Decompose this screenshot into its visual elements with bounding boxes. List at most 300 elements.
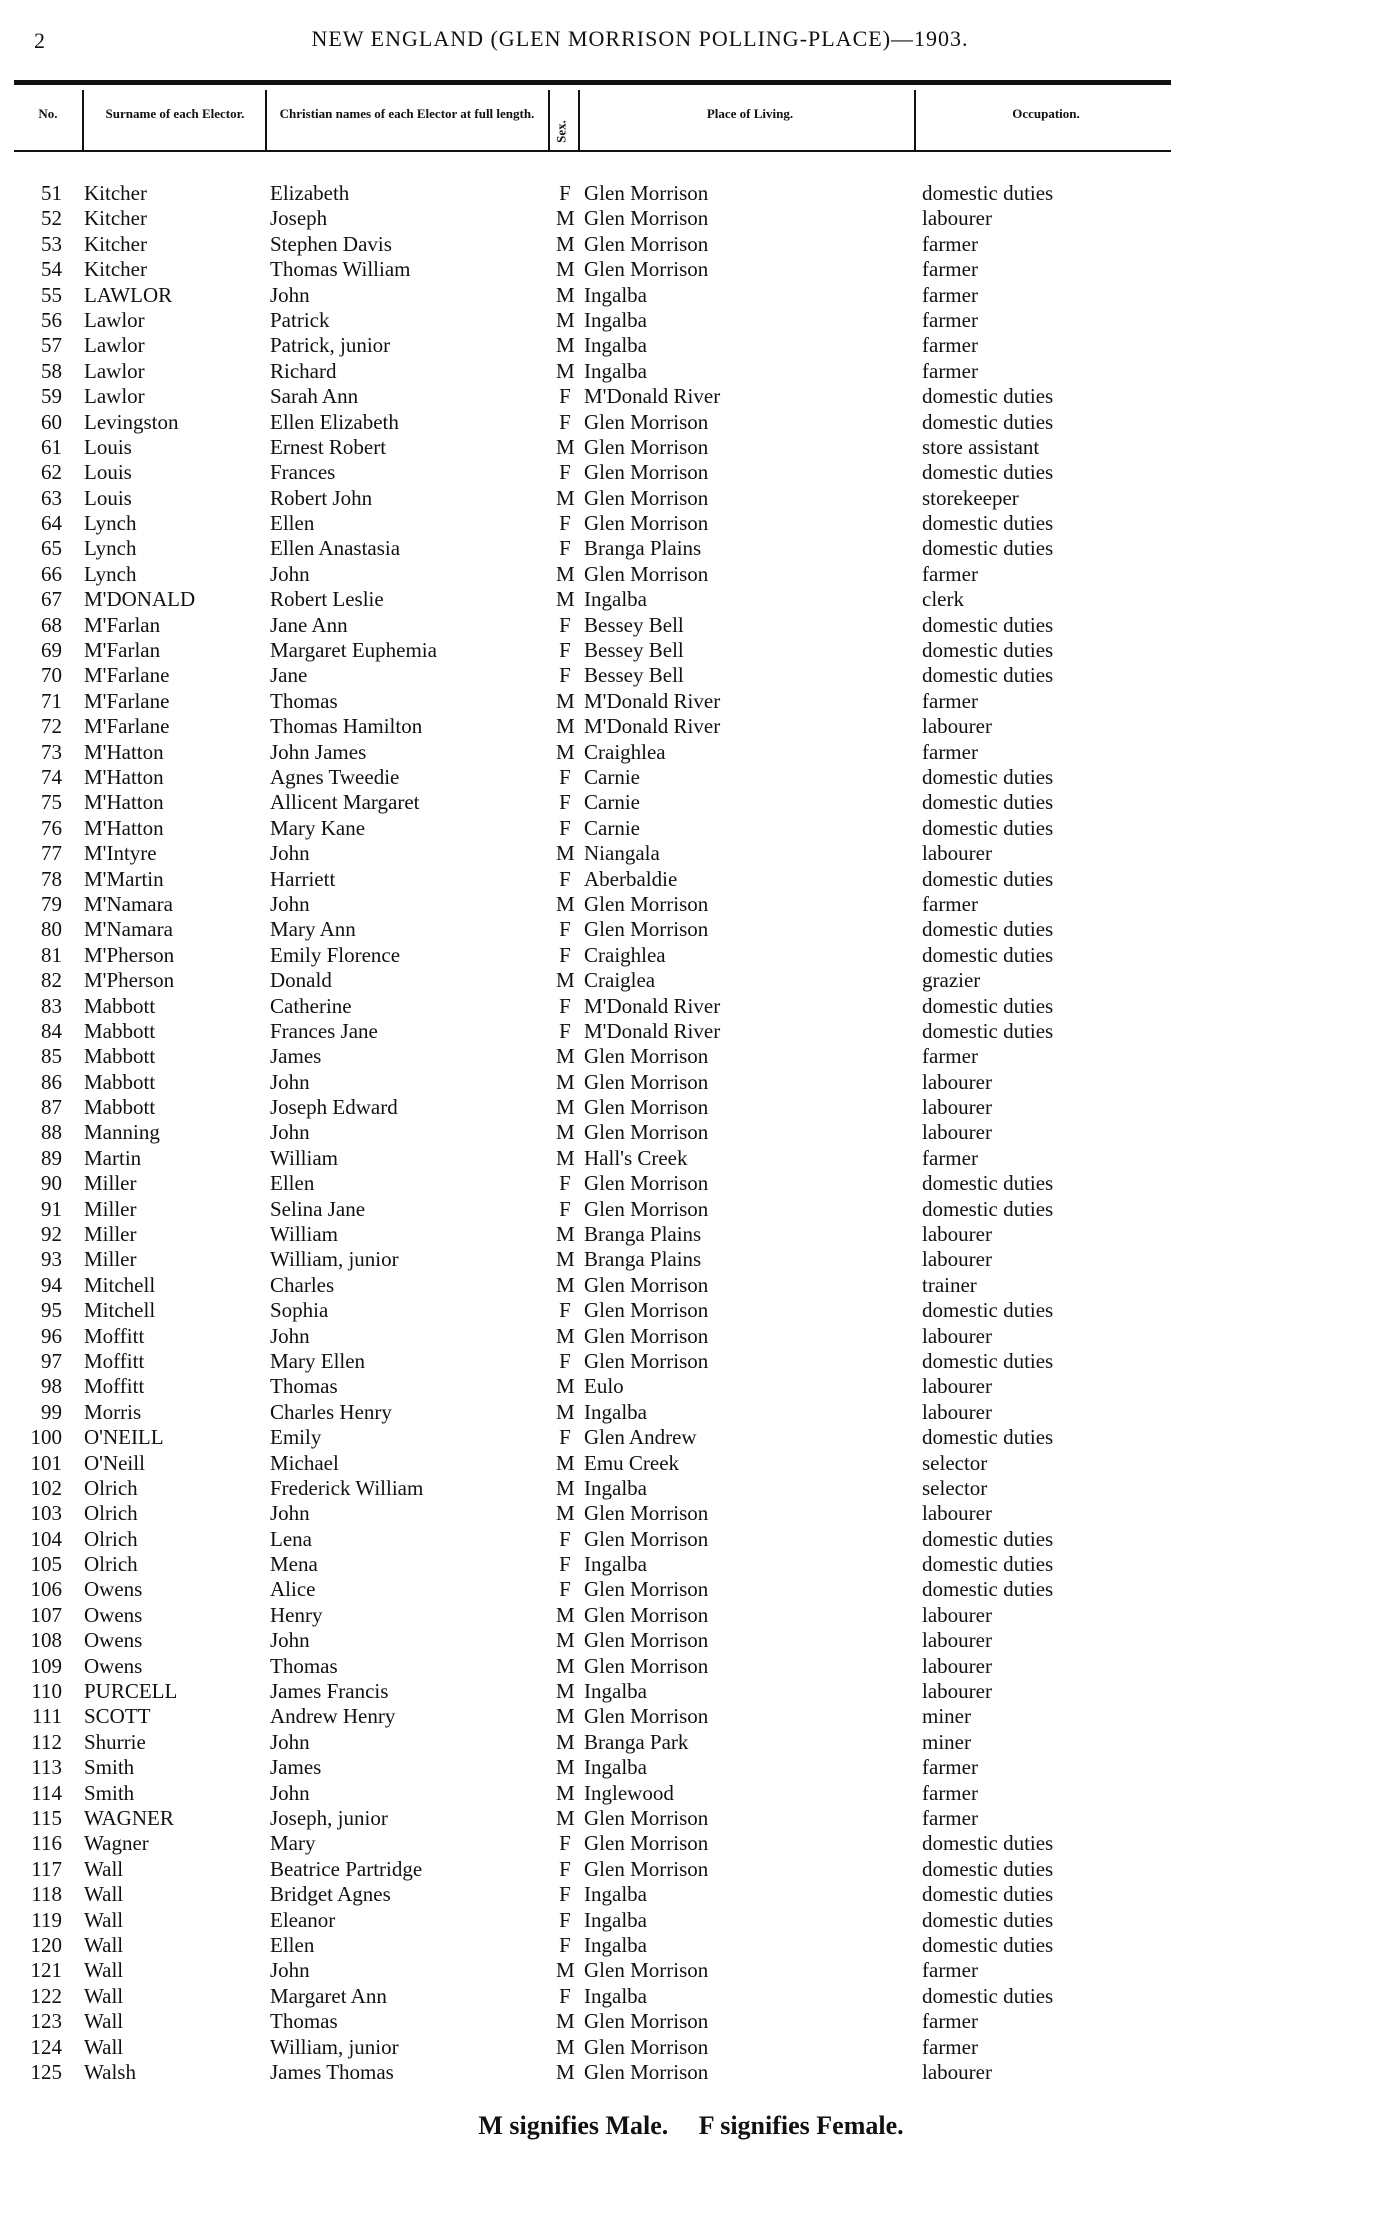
elector-row (0, 816, 1382, 841)
column-header-no: No. (38, 106, 58, 121)
elector-surname: M'Hatton (84, 764, 164, 789)
elector-occupation: domestic duties (922, 638, 1054, 663)
elector-row (0, 257, 1382, 282)
elector-row (0, 1527, 1382, 1552)
elector-occupation: labourer (922, 1679, 992, 1704)
elector-place-of-living: Ingalba (584, 587, 647, 612)
elector-place-of-living: Hall's Creek (584, 1145, 688, 1170)
elector-occupation: domestic duties (922, 1425, 1054, 1450)
elector-christian-names: John (270, 1628, 310, 1653)
elector-sex: M (556, 1679, 575, 1704)
elector-christian-names: Mary Ann (270, 917, 356, 942)
elector-sex: M (556, 2034, 575, 2059)
elector-sex: F (559, 866, 571, 891)
elector-occupation: labourer (922, 841, 992, 866)
elector-christian-names: John (270, 1120, 310, 1145)
elector-occupation: labourer (922, 714, 992, 739)
elector-number: 88 (41, 1120, 62, 1145)
elector-place-of-living: Ingalba (584, 1983, 647, 2008)
elector-occupation: trainer (922, 1272, 977, 1297)
elector-place-of-living: Ingalba (584, 1755, 647, 1780)
elector-row (0, 1374, 1382, 1399)
elector-row (0, 536, 1382, 561)
elector-row (0, 410, 1382, 435)
elector-christian-names: Patrick (270, 307, 330, 332)
elector-row (0, 435, 1382, 460)
elector-row (0, 1628, 1382, 1653)
elector-surname: Kitcher (84, 257, 147, 282)
elector-row (0, 460, 1382, 485)
elector-occupation: domestic duties (922, 1196, 1054, 1221)
elector-row (0, 714, 1382, 739)
elector-row (0, 1044, 1382, 1069)
elector-occupation: domestic duties (922, 1882, 1054, 1907)
elector-christian-names: Thomas William (270, 257, 411, 282)
elector-place-of-living: Bessey Bell (584, 612, 684, 637)
elector-sex: F (559, 181, 571, 205)
elector-sex: F (559, 1932, 571, 1957)
elector-sex: M (556, 1374, 575, 1399)
elector-occupation: labourer (922, 1374, 992, 1399)
column-divider (578, 90, 580, 150)
elector-number: 65 (41, 536, 62, 561)
elector-surname: M'Hatton (84, 790, 164, 815)
column-header-place: Place of Living. (706, 106, 794, 121)
elector-sex: F (559, 1196, 571, 1221)
elector-row (0, 2035, 1382, 2060)
elector-number: 123 (30, 2009, 62, 2034)
elector-number: 95 (41, 1298, 62, 1323)
elector-place-of-living: Bessey Bell (584, 638, 684, 663)
elector-number: 73 (41, 739, 62, 764)
elector-occupation: domestic duties (922, 1348, 1054, 1373)
elector-place-of-living: Glen Morrison (584, 1501, 709, 1526)
elector-place-of-living: Glen Morrison (584, 1526, 709, 1551)
elector-occupation: domestic duties (922, 764, 1054, 789)
elector-place-of-living: Glen Morrison (584, 1196, 709, 1221)
elector-christian-names: John (270, 1069, 310, 1094)
elector-christian-names: Elizabeth (270, 181, 350, 205)
elector-surname: Smith (84, 1755, 135, 1780)
elector-occupation: farmer (922, 1806, 978, 1830)
elector-surname: Wagner (84, 1831, 149, 1856)
elector-occupation: domestic duties (922, 1018, 1054, 1043)
elector-place-of-living: Branga Plains (584, 1222, 702, 1247)
elector-row (0, 1552, 1382, 1577)
elector-surname: Miller (84, 1196, 137, 1221)
elector-surname: Moffitt (84, 1374, 145, 1399)
elector-number: 99 (41, 1399, 62, 1424)
elector-christian-names: Stephen Davis (270, 231, 392, 256)
elector-sex: M (556, 1044, 575, 1069)
elector-row (0, 943, 1382, 968)
elector-place-of-living: Carnie (584, 815, 640, 840)
elector-surname: Wall (84, 1856, 124, 1881)
elector-surname: Owens (84, 1653, 143, 1678)
elector-row (0, 663, 1382, 688)
elector-occupation: domestic duties (922, 1831, 1054, 1856)
elector-place-of-living: Glen Morrison (584, 1120, 709, 1145)
elector-row (0, 867, 1382, 892)
elector-sex: F (559, 790, 571, 815)
elector-number: 109 (30, 1653, 62, 1678)
elector-christian-names: Emily (270, 1425, 322, 1450)
page-number: 2 (34, 28, 45, 53)
elector-sex: F (559, 511, 571, 536)
elector-surname: Miller (84, 1222, 137, 1247)
elector-place-of-living: Glen Morrison (584, 1831, 709, 1856)
elector-occupation: farmer (922, 739, 978, 764)
elector-number: 117 (31, 1856, 62, 1881)
elector-sex: M (556, 485, 575, 510)
elector-place-of-living: Glen Morrison (584, 917, 709, 942)
elector-number: 57 (41, 333, 62, 358)
elector-occupation: domestic duties (922, 460, 1054, 485)
elector-row (0, 1654, 1382, 1679)
elector-occupation: labourer (922, 1222, 992, 1247)
elector-surname: Olrich (84, 1501, 138, 1526)
elector-place-of-living: Glen Morrison (584, 1044, 709, 1069)
elector-row (0, 1730, 1382, 1755)
elector-christian-names: Charles Henry (270, 1399, 392, 1424)
elector-row (0, 181, 1382, 206)
elector-christian-names: William, junior (270, 2034, 399, 2059)
elector-sex: F (559, 1577, 571, 1602)
elector-row (0, 1070, 1382, 1095)
elector-surname: M'Farlane (84, 688, 170, 713)
column-divider (265, 90, 267, 150)
elector-place-of-living: Glen Morrison (584, 181, 709, 205)
elector-place-of-living: Ingalba (584, 1399, 647, 1424)
elector-surname: Martin (84, 1145, 142, 1170)
elector-sex: F (559, 1831, 571, 1856)
elector-occupation: labourer (922, 1120, 992, 1145)
elector-sex: M (556, 1095, 575, 1120)
elector-number: 83 (41, 993, 62, 1018)
elector-row (0, 283, 1382, 308)
elector-surname: Kitcher (84, 206, 147, 231)
elector-surname: Mitchell (84, 1298, 156, 1323)
elector-occupation: farmer (922, 282, 978, 307)
elector-sex: M (556, 1806, 575, 1830)
elector-place-of-living: Glen Morrison (584, 561, 709, 586)
elector-christian-names: Charles (270, 1272, 335, 1297)
elector-sex: M (556, 1653, 575, 1678)
elector-surname: Wall (84, 1882, 124, 1907)
elector-occupation: farmer (922, 231, 978, 256)
elector-row (0, 1781, 1382, 1806)
elector-occupation: farmer (922, 333, 978, 358)
elector-sex: M (556, 1628, 575, 1653)
elector-surname: Wall (84, 1932, 124, 1957)
elector-place-of-living: Ingalba (584, 358, 647, 383)
elector-occupation: domestic duties (922, 1907, 1054, 1932)
elector-sex: M (556, 1501, 575, 1526)
elector-row (0, 511, 1382, 536)
elector-row (0, 1704, 1382, 1729)
elector-sex: F (559, 612, 571, 637)
elector-occupation: selector (922, 1475, 988, 1500)
elector-occupation: farmer (922, 1145, 978, 1170)
elector-surname: M'Pherson (84, 942, 175, 967)
elector-row (0, 1679, 1382, 1704)
elector-number: 125 (30, 2059, 62, 2084)
elector-sex: M (556, 333, 575, 358)
elector-occupation: domestic duties (922, 942, 1054, 967)
elector-row (0, 1577, 1382, 1602)
elector-occupation: farmer (922, 1780, 978, 1805)
elector-place-of-living: Craighlea (584, 942, 666, 967)
elector-christian-names: John (270, 1780, 310, 1805)
elector-sex: M (556, 1602, 575, 1627)
elector-surname: Mabbott (84, 1069, 156, 1094)
elector-number: 67 (41, 587, 62, 612)
column-header-christian-names: Christian names of each Elector at full length. (279, 106, 535, 121)
elector-occupation: labourer (922, 1247, 992, 1272)
elector-surname: Mabbott (84, 1095, 156, 1120)
elector-occupation: store assistant (922, 434, 1040, 459)
elector-number: 74 (41, 764, 62, 789)
elector-sex: M (556, 1247, 575, 1272)
elector-sex: F (559, 536, 571, 561)
elector-christian-names: John (270, 282, 310, 307)
elector-row (0, 1501, 1382, 1526)
elector-surname: Mabbott (84, 993, 156, 1018)
elector-surname: Owens (84, 1628, 143, 1653)
elector-surname: M'Pherson (84, 968, 175, 993)
elector-place-of-living: Craighlea (584, 739, 666, 764)
elector-number: 61 (41, 434, 62, 459)
elector-occupation: labourer (922, 1399, 992, 1424)
elector-sex: F (559, 993, 571, 1018)
elector-sex: M (556, 1958, 575, 1983)
elector-christian-names: Robert John (270, 485, 373, 510)
elector-number: 69 (41, 638, 62, 663)
elector-sex: F (559, 1526, 571, 1551)
elector-place-of-living: Glen Morrison (584, 1171, 709, 1196)
elector-row (0, 841, 1382, 866)
elector-christian-names: James (270, 1755, 322, 1780)
elector-row (0, 1755, 1382, 1780)
elector-occupation: labourer (922, 206, 992, 231)
elector-christian-names: Thomas (270, 688, 338, 713)
elector-christian-names: Mena (270, 1552, 318, 1577)
elector-row (0, 1933, 1382, 1958)
elector-number: 84 (41, 1018, 62, 1043)
elector-occupation: farmer (922, 561, 978, 586)
elector-number: 76 (41, 815, 62, 840)
elector-sex: F (559, 815, 571, 840)
elector-surname: M'Farlan (84, 638, 161, 663)
elector-christian-names: Thomas Hamilton (270, 714, 423, 739)
elector-number: 103 (30, 1501, 62, 1526)
elector-row (0, 1120, 1382, 1145)
elector-christian-names: Donald (270, 968, 332, 993)
elector-surname: Mabbott (84, 1018, 156, 1043)
elector-place-of-living: Ingalba (584, 1475, 647, 1500)
elector-number: 75 (41, 790, 62, 815)
elector-place-of-living: Carnie (584, 764, 640, 789)
elector-number: 60 (41, 409, 62, 434)
elector-surname: Louis (84, 434, 132, 459)
elector-occupation: grazier (922, 968, 981, 993)
elector-occupation: domestic duties (922, 1577, 1054, 1602)
elector-occupation: domestic duties (922, 1856, 1054, 1881)
elector-christian-names: Bridget Agnes (270, 1882, 391, 1907)
elector-sex: M (556, 1475, 575, 1500)
elector-christian-names: William (270, 1145, 338, 1170)
elector-place-of-living: M'Donald River (584, 714, 721, 739)
elector-number: 68 (41, 612, 62, 637)
elector-christian-names: Eleanor (270, 1907, 336, 1932)
elector-sex: F (559, 1348, 571, 1373)
elector-christian-names: Beatrice Partridge (270, 1856, 423, 1881)
elector-number: 82 (41, 968, 62, 993)
elector-row (0, 1400, 1382, 1425)
elector-christian-names: John (270, 1501, 310, 1526)
elector-occupation: domestic duties (922, 384, 1054, 409)
elector-place-of-living: Bessey Bell (584, 663, 684, 688)
elector-christian-names: William (270, 1222, 338, 1247)
elector-row (0, 892, 1382, 917)
elector-number: 111 (32, 1704, 62, 1729)
elector-sex: F (559, 1983, 571, 2008)
elector-occupation: farmer (922, 1755, 978, 1780)
elector-surname: Wall (84, 2009, 124, 2034)
elector-number: 55 (41, 282, 62, 307)
elector-christian-names: Ernest Robert (270, 434, 387, 459)
elector-christian-names: John James (270, 739, 367, 764)
elector-surname: Smith (84, 1780, 135, 1805)
elector-christian-names: Sarah Ann (270, 384, 359, 409)
elector-surname: Levingston (84, 409, 179, 434)
elector-sex: F (559, 460, 571, 485)
elector-sex: M (556, 1450, 575, 1475)
elector-row (0, 232, 1382, 257)
elector-christian-names: John (270, 891, 310, 916)
elector-surname: Moffitt (84, 1323, 145, 1348)
elector-christian-names: James (270, 1044, 322, 1069)
elector-number: 115 (31, 1806, 62, 1830)
elector-surname: Lynch (84, 511, 137, 536)
elector-sex: F (559, 1018, 571, 1043)
elector-row (0, 689, 1382, 714)
elector-occupation: labourer (922, 1602, 992, 1627)
elector-row (0, 1958, 1382, 1983)
elector-number: 64 (41, 511, 62, 536)
elector-number: 108 (30, 1628, 62, 1653)
elector-number: 114 (31, 1780, 62, 1805)
elector-sex: F (559, 942, 571, 967)
elector-number: 97 (41, 1348, 62, 1373)
elector-number: 93 (41, 1247, 62, 1272)
elector-sex: M (556, 1069, 575, 1094)
elector-sex: F (559, 384, 571, 409)
elector-row (0, 1857, 1382, 1882)
elector-sex: F (559, 917, 571, 942)
elector-row (0, 562, 1382, 587)
elector-place-of-living: Branga Park (584, 1729, 689, 1754)
elector-place-of-living: Ingalba (584, 282, 647, 307)
elector-number: 110 (31, 1679, 62, 1704)
elector-sex: M (556, 231, 575, 256)
elector-christian-names: Thomas (270, 1374, 338, 1399)
elector-christian-names: Patrick, junior (270, 333, 391, 358)
elector-surname: Wall (84, 2034, 124, 2059)
elector-sex: M (556, 1222, 575, 1247)
elector-row (0, 1476, 1382, 1501)
elector-place-of-living: Glen Morrison (584, 231, 709, 256)
elector-sex: F (559, 1552, 571, 1577)
elector-place-of-living: Glen Morrison (584, 2034, 709, 2059)
elector-number: 70 (41, 663, 62, 688)
elector-row (0, 1247, 1382, 1272)
elector-sex: F (559, 409, 571, 434)
elector-sex: M (556, 714, 575, 739)
elector-surname: Wall (84, 1958, 124, 1983)
elector-sex: M (556, 2059, 575, 2084)
elector-sex: M (556, 1399, 575, 1424)
elector-sex: M (556, 1704, 575, 1729)
sex-legend (0, 2111, 1382, 2141)
elector-row (0, 1298, 1382, 1323)
elector-surname: Lawlor (84, 333, 145, 358)
elector-sex: F (559, 1882, 571, 1907)
elector-number: 102 (30, 1475, 62, 1500)
elector-christian-names: Ellen (270, 511, 315, 536)
elector-occupation: farmer (922, 2009, 978, 2034)
elector-place-of-living: Eulo (584, 1374, 624, 1399)
elector-number: 63 (41, 485, 62, 510)
elector-number: 71 (41, 688, 62, 713)
elector-surname: M'Intyre (84, 841, 157, 866)
elector-row (0, 740, 1382, 765)
elector-row (0, 1831, 1382, 1856)
elector-surname: Lawlor (84, 384, 145, 409)
elector-occupation: domestic duties (922, 511, 1054, 536)
elector-number: 98 (41, 1374, 62, 1399)
elector-place-of-living: Carnie (584, 790, 640, 815)
elector-sex: F (559, 1171, 571, 1196)
elector-place-of-living: Ingalba (584, 1552, 647, 1577)
elector-number: 58 (41, 358, 62, 383)
elector-sex: M (556, 1780, 575, 1805)
elector-surname: M'DONALD (84, 587, 196, 612)
elector-row (0, 206, 1382, 231)
elector-place-of-living: Glen Morrison (584, 1856, 709, 1881)
elector-row (0, 1324, 1382, 1349)
elector-place-of-living: Ingalba (584, 333, 647, 358)
elector-christian-names: Thomas (270, 1653, 338, 1678)
elector-occupation: domestic duties (922, 1171, 1054, 1196)
elector-occupation: labourer (922, 1628, 992, 1653)
elector-occupation: farmer (922, 307, 978, 332)
elector-number: 113 (31, 1755, 62, 1780)
elector-number: 77 (41, 841, 62, 866)
elector-place-of-living: Branga Plains (584, 536, 702, 561)
elector-christian-names: Ellen (270, 1171, 315, 1196)
elector-row (0, 1882, 1382, 1907)
elector-christian-names: Ellen Elizabeth (270, 409, 399, 434)
elector-number: 96 (41, 1323, 62, 1348)
elector-place-of-living: Glen Morrison (584, 2059, 709, 2084)
elector-christian-names: Joseph (270, 206, 328, 231)
elector-sex: M (556, 1755, 575, 1780)
elector-place-of-living: Ingalba (584, 1907, 647, 1932)
elector-sex: F (559, 764, 571, 789)
elector-place-of-living: Branga Plains (584, 1247, 702, 1272)
elector-surname: Miller (84, 1247, 137, 1272)
